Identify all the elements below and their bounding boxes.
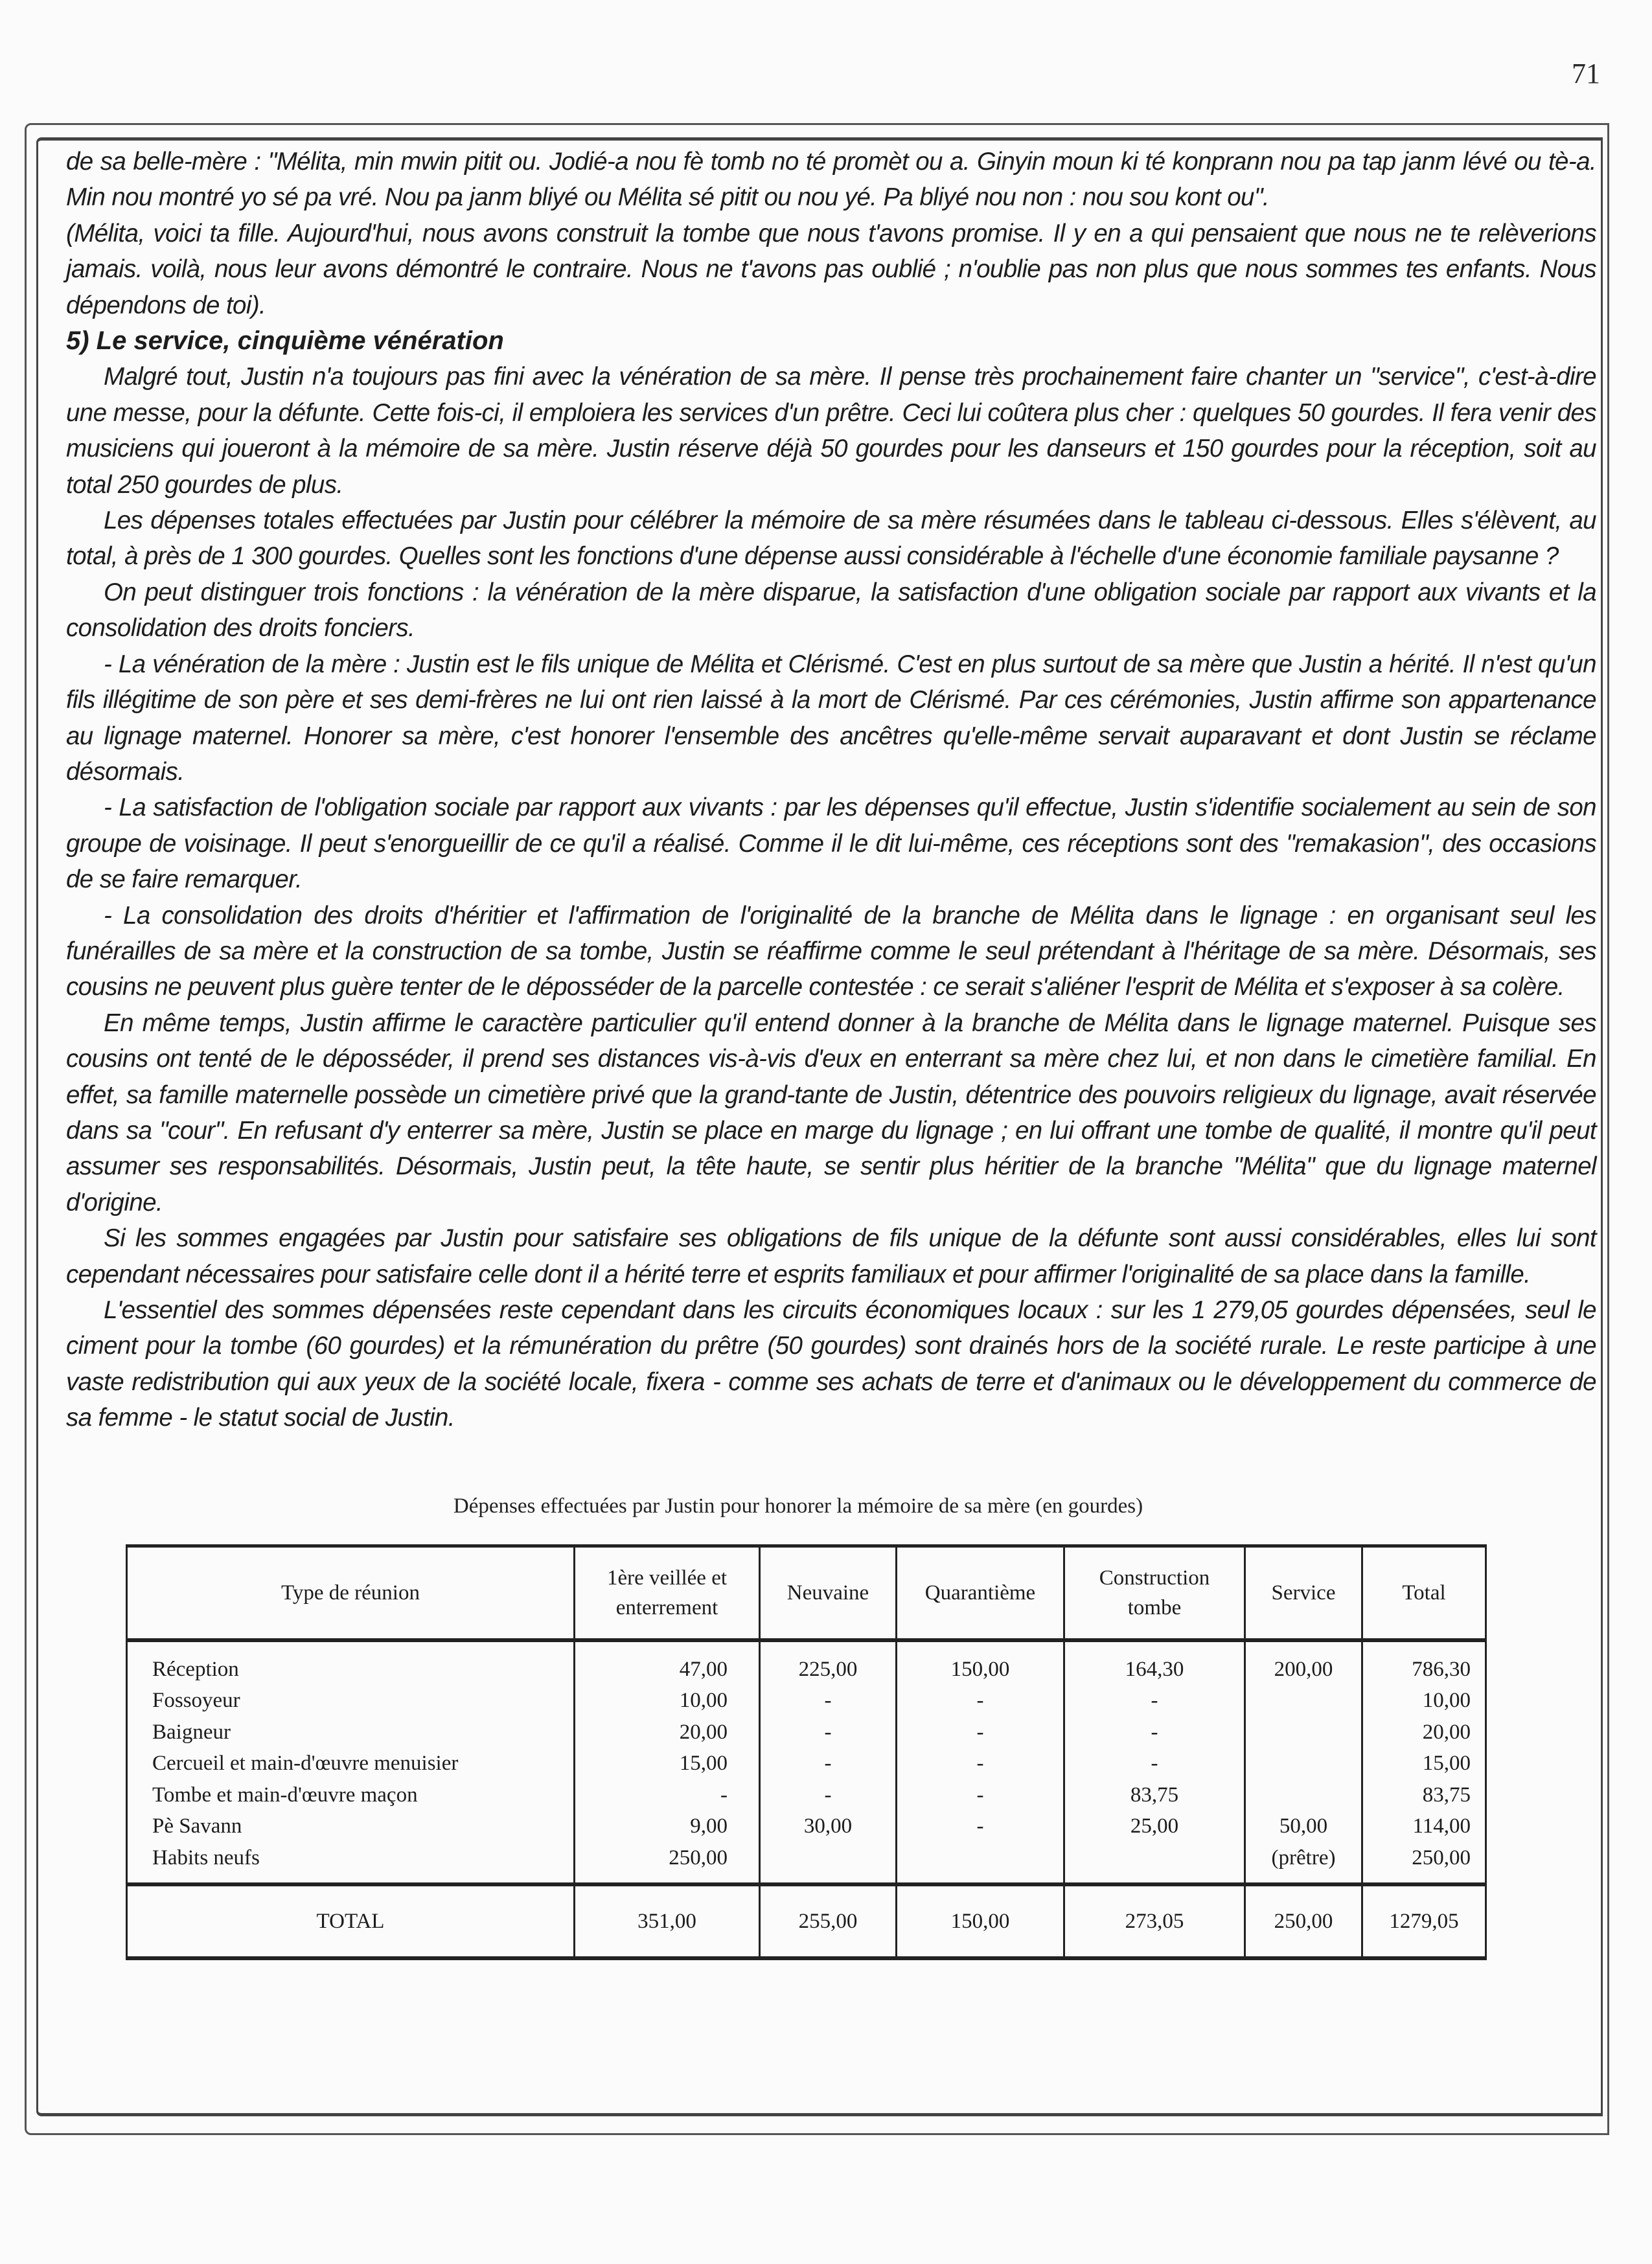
header-veillee: 1ère veillée et enterrement <box>575 1546 760 1640</box>
cell-service <box>1245 1685 1362 1717</box>
cell-type: Réception <box>127 1640 575 1686</box>
cell-type: Habits neufs <box>127 1842 575 1885</box>
cell-neuvaine: - <box>760 1685 897 1717</box>
table-row <box>127 1811 1486 1842</box>
cell-neuvaine <box>760 1842 897 1885</box>
cell-construction: - <box>1064 1685 1245 1717</box>
cell-service: 50,00 <box>1245 1811 1362 1842</box>
cell-service <box>1245 1748 1362 1779</box>
cell-service <box>1245 1779 1362 1811</box>
paragraph: L'essentiel des sommes dépensées reste cependant dans les circuits économiques locaux : sur les 1 279,05 gourdes dépensées, seul le ciment pour la tombe (60 gourdes) et la rémunération du prêtre (50 gourdes) sont drainés hors de la société rurale. Le reste participe à une vaste redistribution qui aux yeux de la société locale, fixera - comme ses achats de terre et d'animaux ou le développement du commerce de sa femme - le statut social de Justin. <box>66 1296 1596 1432</box>
cell-quarantieme: - <box>897 1717 1064 1748</box>
cell-veillee: 47,00 <box>575 1640 760 1686</box>
header-total: Total <box>1362 1546 1486 1640</box>
cell-construction: - <box>1064 1717 1245 1748</box>
cell-total: 250,00 <box>1362 1842 1486 1885</box>
table-body <box>127 1640 1486 1885</box>
total-grand: 1279,05 <box>1362 1884 1486 1958</box>
header-neuvaine: Neuvaine <box>760 1546 897 1640</box>
cell-construction: 83,75 <box>1064 1779 1245 1811</box>
cell-total: 15,00 <box>1362 1748 1486 1779</box>
total-neuvaine: 255,00 <box>760 1884 897 1958</box>
paragraph: Les dépenses totales effectuées par Justin pour célébrer la mémoire de sa mère résumées dans le tableau ci-dessous. Elles s'élèvent, au total, à près de 1 300 gourdes. Quelles sont les fonctions d'une dépense aussi considérable à l'échelle d'une économie familiale paysanne ? <box>66 507 1596 571</box>
paragraph: Si les sommes engagées par Justin pour satisfaire ses obligations de fils unique de la défunte sont aussi considérables, elles lui sont cependant nécessaires pour satisfaire celle dont il a hérité terre et esprits familiaux et pour affirmer l'originalité de sa place dans la famille. <box>66 1224 1596 1288</box>
header-type: Type de réunion <box>127 1546 575 1640</box>
header-service: Service <box>1245 1546 1362 1640</box>
total-construction: 273,05 <box>1064 1884 1245 1958</box>
cell-type: Fossoyeur <box>127 1685 575 1717</box>
cell-veillee: 20,00 <box>575 1717 760 1748</box>
cell-type: Baigneur <box>127 1717 575 1748</box>
table-total-row <box>127 1884 1486 1958</box>
total-quarantieme: 150,00 <box>897 1884 1064 1958</box>
cell-type: Cercueil et main-d'œuvre menuisier <box>127 1748 575 1779</box>
table-row <box>127 1842 1486 1885</box>
cell-neuvaine: - <box>760 1717 897 1748</box>
table-row <box>127 1717 1486 1748</box>
cell-quarantieme: - <box>897 1779 1064 1811</box>
header-quarantieme: Quarantième <box>897 1546 1064 1640</box>
table-caption: Dépenses effectuées par Justin pour honorer la mémoire de sa mère (en gourdes) <box>453 1494 1143 1518</box>
cell-service <box>1245 1717 1362 1748</box>
cell-veillee: - <box>575 1779 760 1811</box>
cell-service: (prêtre) <box>1245 1842 1362 1885</box>
paragraph: (Mélita, voici ta fille. Aujourd'hui, nous avons construit la tombe que nous t'avons promise. Il y en a qui pensaient que nous ne te relèverions jamais. voilà, nous leur avons démontré le contraire. Nous ne t'avons pas oublié ; n'oublie pas non plus que nous sommes tes enfants. Nous dépendons de toi). <box>66 219 1596 319</box>
paragraph: On peut distinguer trois fonctions : la vénération de la mère disparue, la satisfaction d'une obligation sociale par rapport aux vivants et la consolidation des droits fonciers. <box>66 578 1596 643</box>
section-heading: 5) Le service, cinquième vénération <box>66 326 504 356</box>
paragraph: En même temps, Justin affirme le caractère particulier qu'il entend donner à la branche de Mélita dans le lignage maternel. Puisque ses cousins ont tenté de le déposséder, il prend ses distances vis-à-vis d'eux en enterrant sa mère chez lui, et non dans le cimetière familial. En effet, sa famille maternelle possède un cimetière privé que la grand-tante de Justin, détentrice des pouvoirs religieux du lignage, avait réservée dans sa "cour". En refusant d'y enterrer sa mère, Justin se place en marge du lignage ; en lui offrant une tombe de qualité, il montre qu'il peut assumer ses responsabilités. Désormais, Justin peut, la tête haute, se sentir plus héritier de la branche "Mélita" que du lignage maternel d'origine. <box>66 1009 1596 1217</box>
paragraph: - La satisfaction de l'obligation sociale par rapport aux vivants : par les dépenses qu'il effectue, Justin s'identifie socialement au sein de son groupe de voisinage. Il peut s'enorgueillir de ce qu'il a réalisé. Comme il le dit lui-même, ces réceptions sont des "remakasion", des occasions de se faire remarquer. <box>66 794 1596 894</box>
cell-quarantieme: - <box>897 1811 1064 1842</box>
cell-quarantieme: 150,00 <box>897 1640 1064 1686</box>
table-row <box>127 1640 1486 1686</box>
table-header-row <box>127 1546 1486 1640</box>
table-row <box>127 1779 1486 1811</box>
cell-neuvaine: 225,00 <box>760 1640 897 1686</box>
cell-total: 786,30 <box>1362 1640 1486 1686</box>
cell-neuvaine: - <box>760 1748 897 1779</box>
table-row <box>127 1748 1486 1779</box>
paragraph: Malgré tout, Justin n'a toujours pas fini avec la vénération de sa mère. Il pense très prochainement faire chanter un "service", c'est-à-dire une messe, pour la défunte. Cette fois-ci, il emploiera les services d'un prêtre. Ceci lui coûtera plus cher : quelques 50 gourdes. Il fera venir des musiciens qui joueront à la mémoire de sa mère. Justin réserve déjà 50 gourdes pour les danseurs et 150 gourdes pour la réception, soit au total 250 gourdes de plus. <box>66 363 1596 499</box>
total-veillee: 351,00 <box>575 1884 760 1958</box>
page-number: 71 <box>1572 58 1600 89</box>
cell-construction: 164,30 <box>1064 1640 1245 1686</box>
body-text <box>66 144 1596 1436</box>
paragraph: de sa belle-mère : "Mélita, min mwin pitit ou. Jodié-a nou fè tomb no té promèt ou a. Ginyin moun ki té konprann nou pa tap janm lévé ou tè-a. Min nou montré yo sé pa vré. Nou pa janm bliyé ou Mélita sé pitit ou nou yé. Pa bliyé nou non : nou sou kont ou". <box>66 148 1596 212</box>
page-content <box>66 144 1596 1960</box>
cell-type: Pè Savann <box>127 1811 575 1842</box>
expenses-table <box>126 1544 1487 1961</box>
header-construction: Construction tombe <box>1064 1546 1245 1640</box>
table-row <box>127 1685 1486 1717</box>
cell-veillee: 9,00 <box>575 1811 760 1842</box>
cell-quarantieme <box>897 1842 1064 1885</box>
cell-quarantieme: - <box>897 1748 1064 1779</box>
cell-service: 200,00 <box>1245 1640 1362 1686</box>
cell-veillee: 250,00 <box>575 1842 760 1885</box>
cell-construction <box>1064 1842 1245 1885</box>
cell-neuvaine: - <box>760 1779 897 1811</box>
cell-veillee: 15,00 <box>575 1748 760 1779</box>
cell-total: 83,75 <box>1362 1779 1486 1811</box>
cell-total: 20,00 <box>1362 1717 1486 1748</box>
cell-total: 10,00 <box>1362 1685 1486 1717</box>
cell-neuvaine: 30,00 <box>760 1811 897 1842</box>
paragraph: - La vénération de la mère : Justin est le fils unique de Mélita et Clérismé. C'est en plus surtout de sa mère que Justin a hérité. Il n'est qu'un fils illégitime de son père et ses demi-frères ne lui ont rien laissé à la mort de Clérismé. Par ces cérémonies, Justin affirme son appartenance au lignage maternel. Honorer sa mère, c'est honorer l'ensemble des ancêtres qu'elle-même servait auparavant et dont Justin se réclame désormais. <box>66 650 1596 786</box>
cell-veillee: 10,00 <box>575 1685 760 1717</box>
paragraph: - La consolidation des droits d'héritier et l'affirmation de l'originalité de la branche de Mélita dans le lignage : en organisant seul les funérailles de sa mère et la construction de sa tombe, Justin se réaffirme comme le seul prétendant à l'héritage de sa mère. Désormais, ses cousins ne peuvent plus guère tenter de le déposséder de la parcelle contestée : ce serait s'aliéner l'esprit de Mélita et s'exposer à sa colère. <box>66 901 1596 1001</box>
cell-construction: - <box>1064 1748 1245 1779</box>
cell-type: Tombe et main-d'œuvre maçon <box>127 1779 575 1811</box>
cell-total: 114,00 <box>1362 1811 1486 1842</box>
total-service: 250,00 <box>1245 1884 1362 1958</box>
cell-quarantieme: - <box>897 1685 1064 1717</box>
total-label: TOTAL <box>127 1884 575 1958</box>
cell-construction: 25,00 <box>1064 1811 1245 1842</box>
